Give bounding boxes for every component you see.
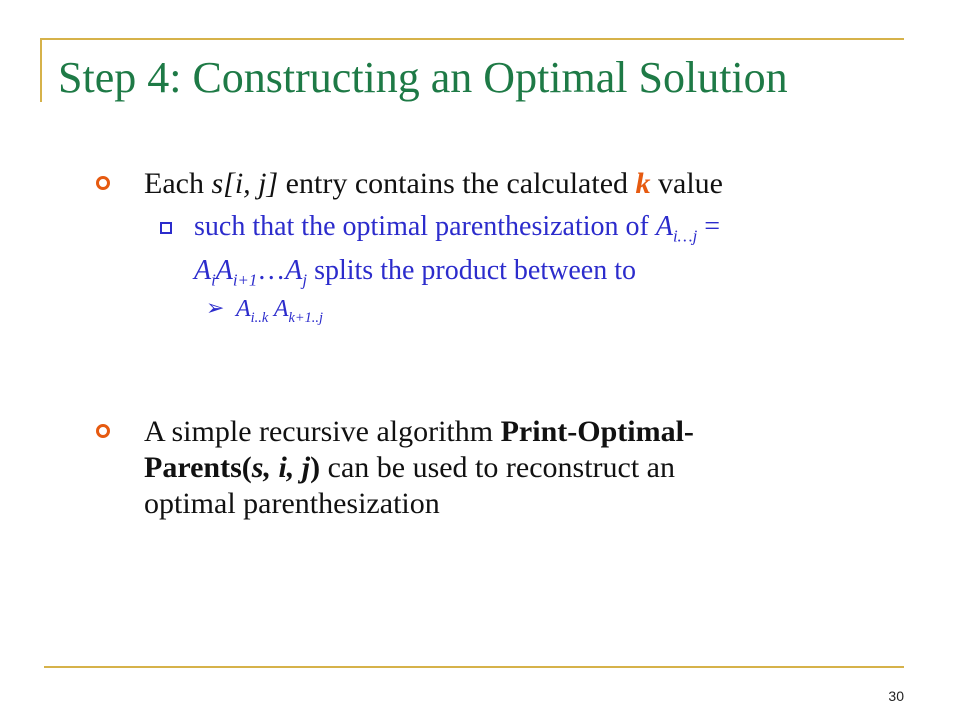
bullet-circle-icon bbox=[96, 424, 110, 438]
page-number: 30 bbox=[888, 688, 904, 704]
math-sub: i+1 bbox=[232, 270, 258, 290]
accent-k: k bbox=[635, 167, 651, 200]
bullet-text: entry contains the calculated bbox=[278, 167, 636, 200]
bullet-square-icon bbox=[160, 222, 172, 234]
title-frame-left bbox=[40, 38, 42, 102]
bullet-text: optimal parenthesization bbox=[144, 487, 440, 520]
sub-sub-bullet-split bbox=[206, 294, 323, 333]
sub-bullet-text: such that the optimal parenthesization of bbox=[194, 211, 656, 242]
algorithm-name: Parents( bbox=[144, 451, 252, 484]
bullet-recursive-algorithm bbox=[96, 414, 896, 522]
bullet-text: A simple recursive algorithm bbox=[144, 415, 501, 448]
math-A: A bbox=[194, 254, 212, 286]
bullet-text: Each bbox=[144, 167, 212, 200]
math-sub: i…j bbox=[672, 226, 698, 246]
bullet-text: can be used to reconstruct an bbox=[320, 451, 675, 484]
sub-bullet-parenthesization bbox=[160, 210, 880, 297]
math-s-ij: s[i, j] bbox=[211, 167, 279, 200]
math-sub: i bbox=[211, 270, 216, 290]
math-sub: i..k bbox=[250, 309, 269, 326]
equals-sign: = bbox=[697, 211, 721, 242]
slide-title: Step 4: Constructing an Optimal Solution bbox=[58, 53, 788, 102]
footer-divider bbox=[44, 666, 904, 668]
algorithm-name: Print-Optimal- bbox=[500, 415, 694, 448]
math-A: A bbox=[285, 254, 303, 286]
math-A: A bbox=[236, 296, 251, 322]
algorithm-name: ) bbox=[310, 451, 321, 484]
arrowhead-icon: ➢ bbox=[206, 296, 225, 321]
title-frame-top bbox=[40, 38, 904, 40]
bullet-text: value bbox=[650, 167, 723, 200]
sub-bullet-text: splits the product between to bbox=[307, 254, 636, 286]
algorithm-args: s, i, j bbox=[251, 451, 311, 484]
math-A: A bbox=[268, 296, 289, 322]
math-sub: k+1..j bbox=[288, 309, 323, 326]
math-A: A bbox=[215, 254, 233, 286]
bullet-each-entry bbox=[96, 166, 896, 202]
ellipsis: … bbox=[257, 254, 286, 286]
bullet-circle-icon bbox=[96, 176, 110, 190]
math-A: A bbox=[655, 211, 673, 242]
math-sub: j bbox=[302, 270, 308, 290]
